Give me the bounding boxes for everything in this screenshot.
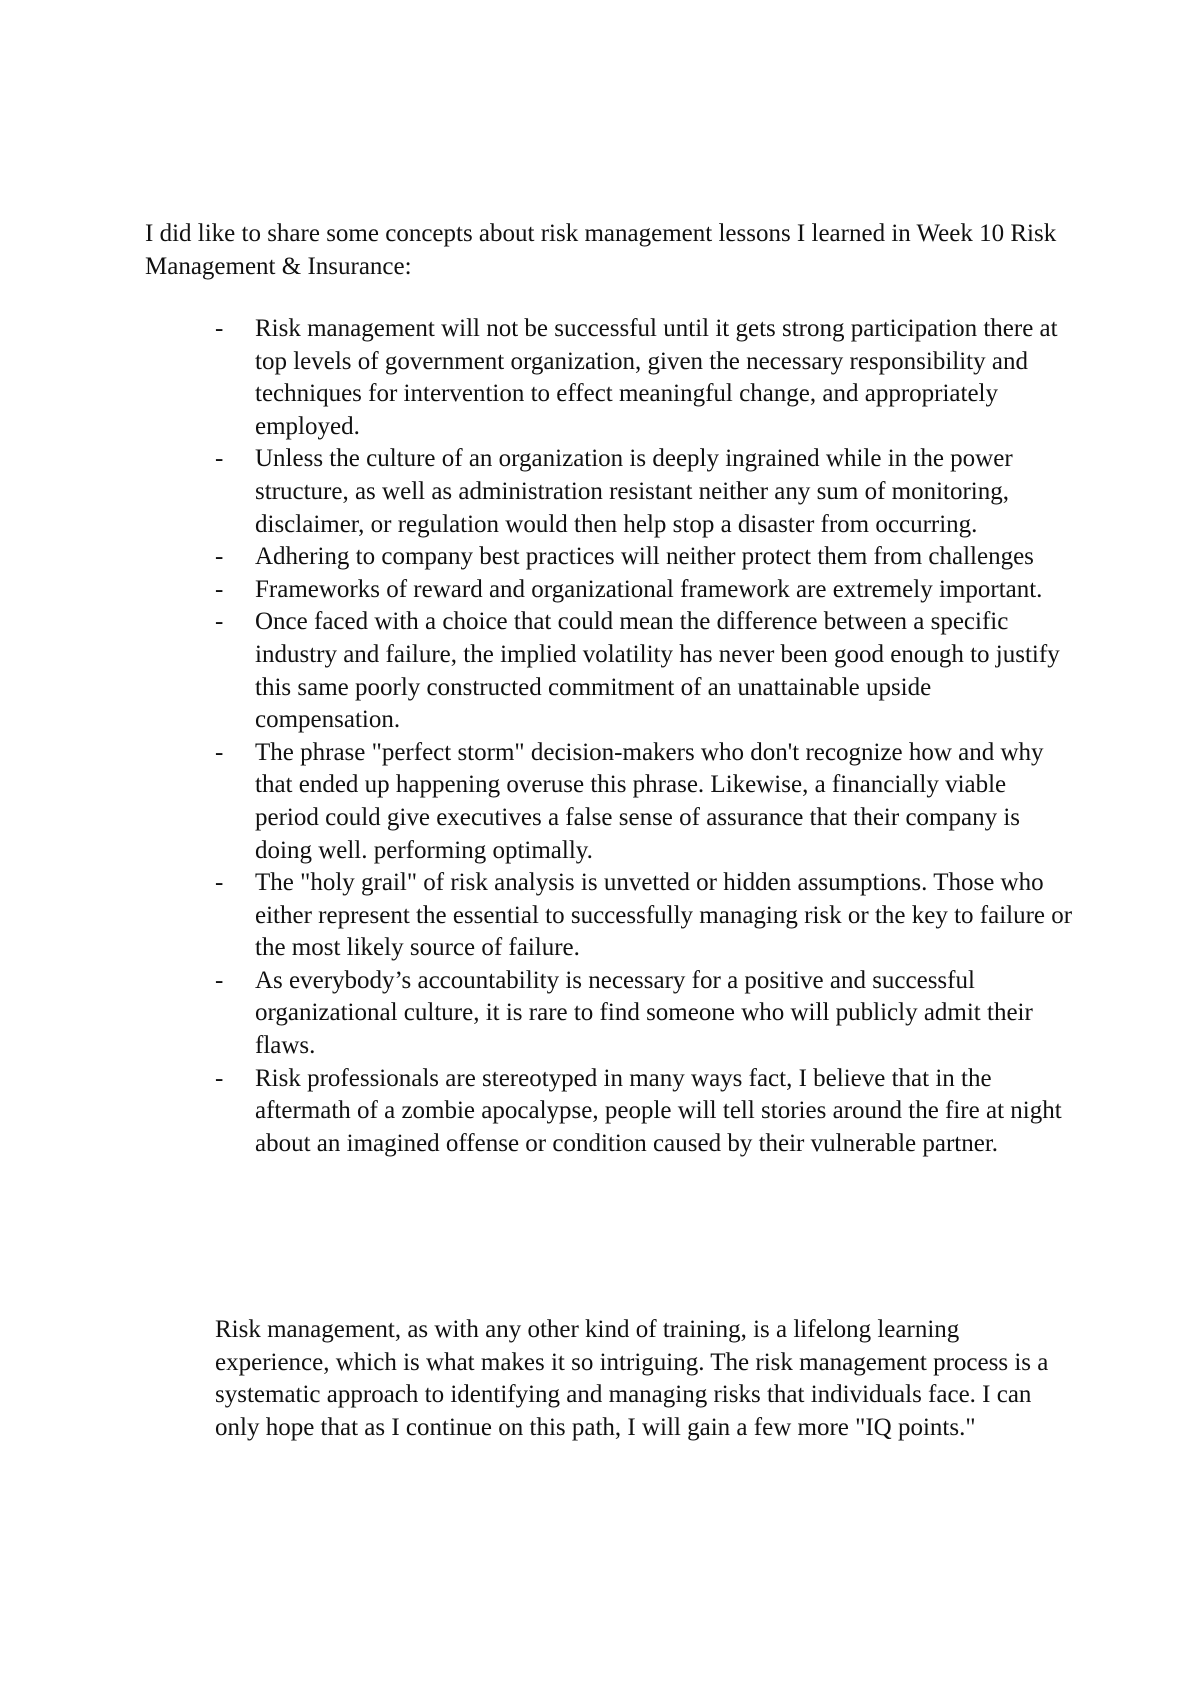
bullet-dash: - <box>215 575 224 603</box>
lessons-list <box>215 313 1075 1160</box>
list-item <box>215 867 1075 965</box>
list-item <box>215 737 1075 867</box>
bullet-dash: - <box>215 738 224 766</box>
list-item-text: Risk professionals are stereotyped in many ways fact, I believe that in the aftermath of a zombie apocalypse, people will tell stories around the fire at night about an imagined offense or condition caused by their vulnerable partner. <box>255 1064 1062 1157</box>
list-item <box>215 541 1075 574</box>
bullet-dash: - <box>215 966 224 994</box>
closing-paragraph: Risk management, as with any other kind of training, is a lifelong learning experience, which is what makes it so intriguing. The risk management process is a systematic approach to identifying and managing risks that individuals face. I can only hope that as I continue on this path, I will gain a few more "IQ points." <box>215 1316 1049 1441</box>
bullet-dash: - <box>215 445 224 473</box>
list-item <box>215 1063 1075 1161</box>
list-item-text: Once faced with a choice that could mean the difference between a specific industry and failure, the implied volatility has never been good enough to justify this same poorly constructed commitment of an unattainable upside compensation. <box>255 608 1060 734</box>
list-item <box>215 965 1075 1063</box>
list-item-text: Unless the culture of an organization is deeply ingrained while in the power structure, as well as administration resistant neither any sum of monitoring, disclaimer, or regulation would then help stop a disaster from occurring. <box>255 445 1013 538</box>
list-item <box>215 606 1075 736</box>
list-item-text: Adhering to company best practices will neither protect them from challenges <box>255 543 1034 571</box>
list-item <box>215 574 1075 607</box>
bullet-dash: - <box>215 869 224 897</box>
bullet-dash: - <box>215 315 224 342</box>
bullet-dash: - <box>215 1064 224 1092</box>
list-item-text: As everybody’s accountability is necessary for a positive and successful organizational culture, it is rare to find someone who will publicly admit their flaws. <box>255 966 1033 1060</box>
list-item-text: Risk management will not be successful until it gets strong participation there at top levels of government organization, given the necessary responsibility and techniques for intervention to effect meaningful change, and appropriately employed. <box>255 315 1058 440</box>
bullet-dash: - <box>215 543 224 571</box>
list-item <box>215 313 1075 443</box>
list-item-text: Frameworks of reward and organizational framework are extremely important. <box>255 575 1043 603</box>
list-item-text: The phrase "perfect storm" decision-makers who don't recognize how and why that ended up happening overuse this phrase. Likewise, a financially viable period could give executives a false sense of assurance that their company is doing well. performing optimally. <box>255 738 1044 864</box>
bullet-dash: - <box>215 608 224 636</box>
list-item <box>215 443 1075 541</box>
intro-paragraph: I did like to share some concepts about risk management lessons I learned in Week 10 Risk Management & Insurance: <box>145 220 1057 280</box>
list-item-text: The "holy grail" of risk analysis is unvetted or hidden assumptions. Those who either represent the essential to successfully managing risk or the key to failure or the most likely source of failure. <box>255 869 1073 962</box>
